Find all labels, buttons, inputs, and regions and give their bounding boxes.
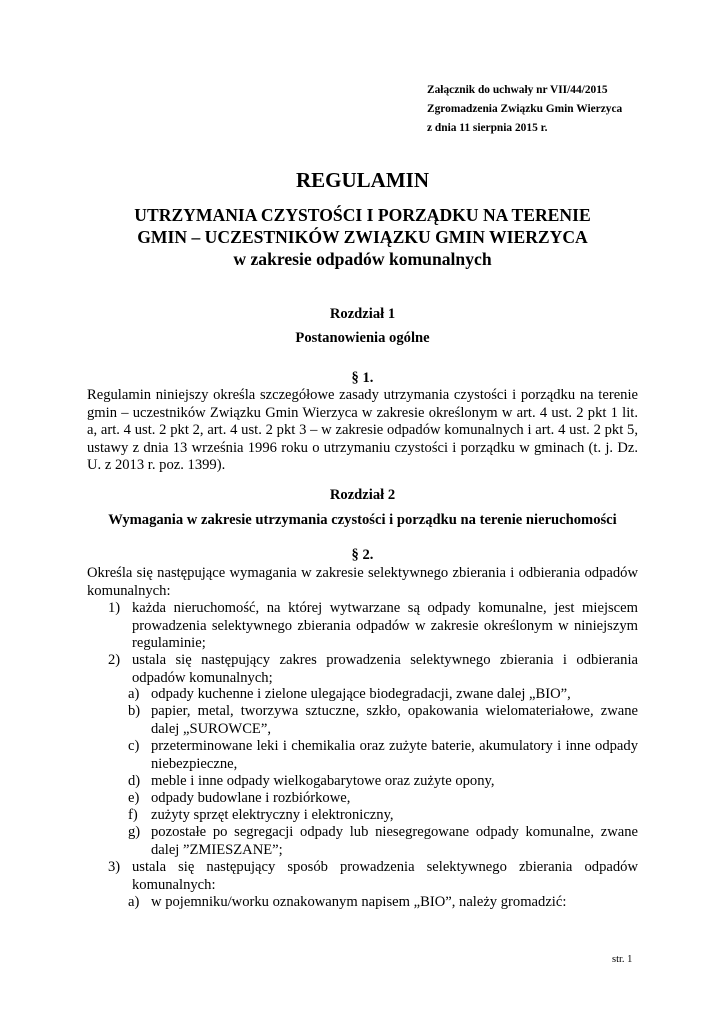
list-item-text: każda nieruchomość, na której wytwarzane są odpady komunalne, jest miejscem prowadzenia selektywnego zbierania odpadów w zakresie określonym w niniejszym regulaminie; <box>132 600 638 652</box>
sub-list-item-text: zużyty sprzęt elektryczny i elektroniczny, <box>151 807 394 823</box>
section-2-heading: § 2. <box>351 547 374 563</box>
list-item-number: 1) <box>108 600 121 616</box>
sub-list-item-letter: c) <box>128 738 140 754</box>
subtitle-line-2: GMIN – UCZESTNIKÓW ZWIĄZKU GMIN WIERZYCA <box>137 227 588 247</box>
page-number: str. 1 <box>612 954 633 965</box>
section-2-intro: Określa się następujące wymagania w zakresie selektywnego zbierania i odbierania odpadów komunalnych: <box>87 565 638 599</box>
attachment-line-1: Załącznik do uchwały nr VII/44/2015 <box>427 84 608 96</box>
sub-list-item-letter: f) <box>128 807 138 823</box>
list-item-number: 3) <box>108 859 121 875</box>
attachment-note <box>427 81 622 138</box>
list-item <box>87 652 638 687</box>
chapter-1-name: Postanowienia ogólne <box>295 330 430 346</box>
subtitle-line-1: UTRZYMANIA CZYSTOŚCI I PORZĄDKU NA TERENIE <box>134 205 591 225</box>
sub-list-item-letter: g) <box>128 824 141 840</box>
sub-list-item <box>128 824 638 859</box>
sub-list-item-letter: a) <box>128 894 140 910</box>
document-subtitle <box>87 204 638 270</box>
sub-list-item-text: w pojemniku/worku oznakowanym napisem „BIO”, należy gromadzić: <box>151 894 567 910</box>
attachment-line-2: Zgromadzenia Związku Gmin Wierzyca <box>427 103 623 115</box>
sub-list-item <box>128 807 638 825</box>
list-item-text: ustala się następujący sposób prowadzenia selektywnego zbierania odpadów komunalnych: <box>132 859 638 893</box>
section-1-heading: § 1. <box>351 370 374 386</box>
sub-list-item-letter: a) <box>128 686 140 702</box>
chapter-1-heading: Rozdział 1 <box>329 306 396 322</box>
sub-list-item <box>128 738 638 773</box>
sub-list-item <box>128 773 638 791</box>
sub-list-item <box>128 894 638 912</box>
sub-list-item-text: papier, metal, tworzywa sztuczne, szkło, opakowania wielomateriałowe, zwane dalej „SUROWCE”, <box>151 703 638 737</box>
sub-list-item-text: odpady budowlane i rozbiórkowe, <box>151 790 351 806</box>
list-item <box>87 600 638 653</box>
sub-list-item-letter: e) <box>128 790 140 806</box>
sub-list-item-text: meble i inne odpady wielkogabarytowe oraz zużyte opony, <box>151 773 495 789</box>
list-item-text: ustala się następujący zakres prowadzenia selektywnego zbierania i odbierania odpadów komunalnych; <box>132 652 638 686</box>
sub-list-item <box>128 790 638 808</box>
chapter-2-name: Wymagania w zakresie utrzymania czystości i porządku na terenie nieruchomości <box>108 512 617 528</box>
sub-list-item-text: odpady kuchenne i zielone ulegające biodegradacji, zwane dalej „BIO”, <box>151 686 571 702</box>
document-title: REGULAMIN <box>295 168 429 192</box>
section-1-text: Regulamin niniejszy określa szczegółowe zasady utrzymania czystości i porządku na terenie gmin – uczestników Związku Gmin Wierzyca w zakresie określonym w art. 4 ust. 2 pkt 1 lit. a, art. 4 ust. 2 pkt 2, art. 4 ust. 2 pkt 3 – w zakresie odpadów komunalnych i art. 4 ust. 2 pkt 5, ustawy z dnia 13 września 1996 roku o utrzymaniu czystości i porządku w gminach (t. j. Dz. U. z 2013 r. poz. 1399). <box>87 387 638 474</box>
chapter-2-heading: Rozdział 2 <box>329 487 396 503</box>
list-item-number: 2) <box>108 652 121 668</box>
sub-list-item-letter: b) <box>128 703 141 719</box>
subtitle-line-3: w zakresie odpadów komunalnych <box>233 249 492 269</box>
sub-list-item <box>128 703 638 738</box>
list-item <box>87 859 638 894</box>
sub-list-item-text: przeterminowane leki i chemikalia oraz zużyte baterie, akumulatory i inne odpady niebezpieczne, <box>151 738 638 772</box>
sub-list-item-text: pozostałe po segregacji odpady lub niesegregowane odpady komunalne, zwane dalej ”ZMIESZANE”; <box>151 824 638 858</box>
attachment-line-3: z dnia 11 sierpnia 2015 r. <box>427 122 548 134</box>
sub-list-item-letter: d) <box>128 773 141 789</box>
sub-list-item <box>128 686 638 704</box>
